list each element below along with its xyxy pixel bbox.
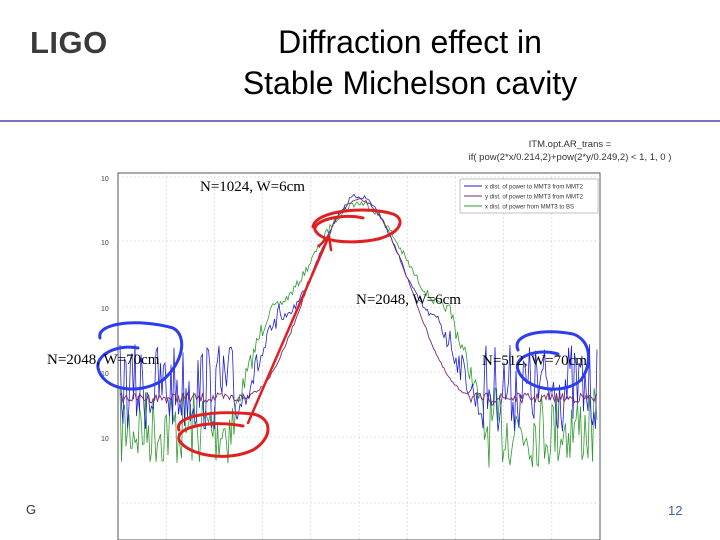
page-number: 12 [668, 503, 683, 518]
legend-entry-label: x dist. of power to MMT3 from MMT2 [485, 184, 584, 191]
legend-entry-label: y dist. of power to MMT3 from MMT2 [485, 194, 584, 201]
y-tick-label: 10 [101, 240, 109, 247]
footer-doc-id: G [26, 502, 37, 517]
label-n512-70cm: N=512, W=70cm [482, 353, 587, 369]
title-line-2: Stable Michelson cavity [242, 65, 578, 101]
ligo-logo: LIGO [30, 25, 108, 60]
y-tick-labels [101, 176, 109, 443]
plot-legend [460, 179, 598, 213]
label-n1024: N=1024, W=6cm [200, 179, 305, 195]
formula-line-1: ITM.opt.AR_trans = [528, 139, 612, 150]
y-tick-label: 10 [101, 371, 109, 378]
y-tick-label: 10 [101, 176, 109, 183]
title-divider [0, 120, 720, 122]
label-n2048-6cm: N=2048, W=6cm [356, 292, 461, 308]
slide-title [200, 22, 620, 104]
formula-line-2: if( pow(2*x/0.214,2)+pow(2*y/0.249,2) < 1, 1, 0 ) [468, 152, 672, 163]
label-n2048-70cm: N=2048, W=70cm [47, 352, 160, 368]
y-tick-label: 10 [101, 306, 109, 313]
title-line-1: Diffraction effect in [278, 24, 542, 60]
y-tick-label: 10 [101, 436, 109, 443]
legend-entry-label: x dist. of power from MMT3 to BS [485, 204, 575, 211]
diffraction-plot [93, 158, 608, 540]
